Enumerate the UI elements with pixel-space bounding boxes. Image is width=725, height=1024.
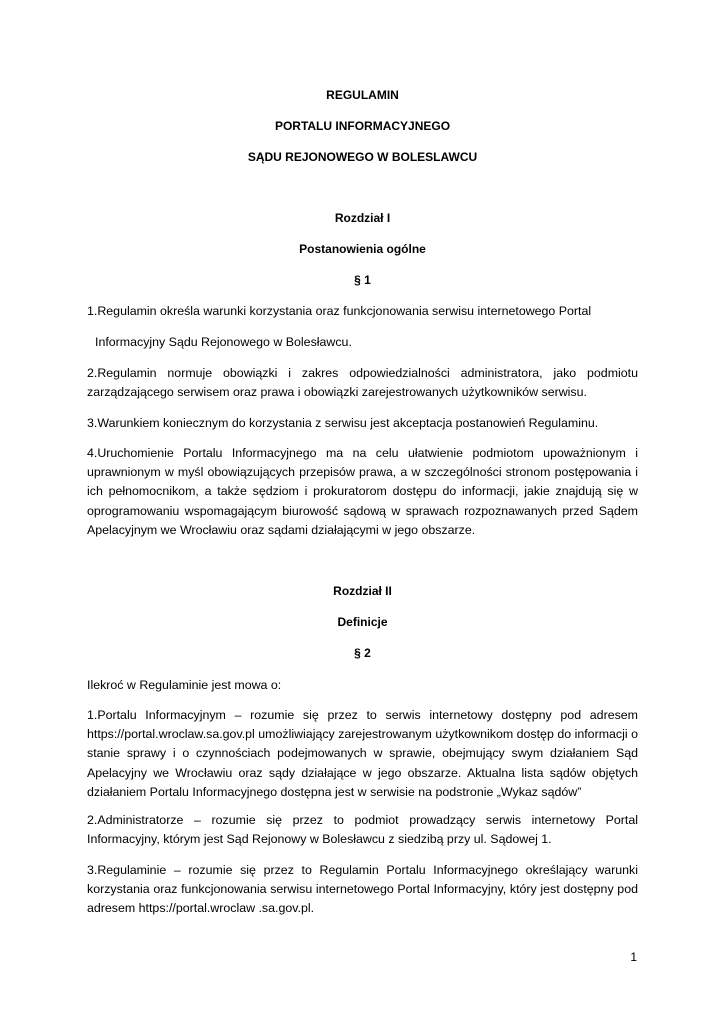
paragraph-1-1-line-2: Informacyjny Sądu Rejonowego w Bolesławcu. bbox=[95, 335, 352, 349]
chapter-1-subtitle: Postanowienia ogólne bbox=[299, 242, 426, 256]
title-line-2: PORTALU INFORMACYJNEGO bbox=[274, 119, 451, 133]
paragraph-1-2: 2.Regulamin normuje obowiązki i zakres odpowiedzialności administratora, jako podmiotu zarządzającego serwisem oraz prawa i obowiązki zarejestrowanych użytkowników serwisu. bbox=[87, 366, 638, 400]
chapter-2-subtitle: Definicje bbox=[337, 615, 388, 629]
section-1-symbol: § 1 bbox=[354, 273, 371, 287]
definition-1: 1.Portalu Informacyjnym – rozumie się przez to serwis internetowy dostępny pod adresem https://portal.wroclaw.sa.gov.pl umożliwiający zarejestrowanym użytkownikom dostęp do informacji o stanie sprawy i o czynnościach podejmowanych w sprawie, obejmujący swym działaniem Sąd Apelacyjny we Wrocławiu oraz sądy działające w jego obszarze. Aktualna lista sądów objętych działaniem Portalu Informacyjnego dostępna jest w serwisie na podstronie „Wykaz sądów” bbox=[87, 708, 638, 799]
chapter-1-heading: Rozdział I bbox=[334, 211, 391, 225]
chapter-2-heading: Rozdział II bbox=[333, 584, 392, 598]
paragraph-1-1-line-1: 1.Regulamin określa warunki korzystania oraz funkcjonowania serwisu internetowego Portal bbox=[87, 304, 592, 318]
paragraph-1-3: 3.Warunkiem koniecznym do korzystania z serwisu jest akceptacja postanowień Regulaminu. bbox=[87, 416, 599, 430]
section-2-symbol: § 2 bbox=[354, 646, 371, 660]
definition-2: 2.Administratorze – rozumie się przez to podmiot prowadzący serwis internetowy Portal Informacyjny, którym jest Sąd Rejonowy w Bolesławcu z siedzibą przy ul. Sądowej 1. bbox=[87, 813, 638, 847]
paragraph-1-4: 4.Uruchomienie Portalu Informacyjnego ma na celu ułatwienie podmiotom upoważnionym i uprawnionym w myśl obowiązujących przepisów prawa, a w szczególności stronom postępowania i ich pełnomocnikom, a także sędziom i prokuratorom dostępu do informacji, jakie znajdują się w oprogramowaniu wspomagającym biurowość sądową w sprawach rozpoznawanych przed Sądem Apelacyjnym we Wrocławiu oraz sądami działającymi w jego obszarze. bbox=[87, 446, 638, 537]
definition-3: 3.Regulaminie – rozumie się przez to Regulamin Portalu Informacyjnego określający warunki korzystania oraz funkcjonowania serwisu internetowego Portal Informacyjny, który jest dostępny pod adresem https://portal.wroclaw .sa.gov.pl. bbox=[87, 863, 638, 916]
definitions-intro: Ilekroć w Regulaminie jest mowa o: bbox=[87, 678, 282, 692]
title-line-3: SĄDU REJONOWEGO W BOLESLAWCU bbox=[247, 150, 478, 164]
page-number: 1 bbox=[630, 950, 637, 964]
title-line-1: REGULAMIN bbox=[326, 88, 399, 102]
